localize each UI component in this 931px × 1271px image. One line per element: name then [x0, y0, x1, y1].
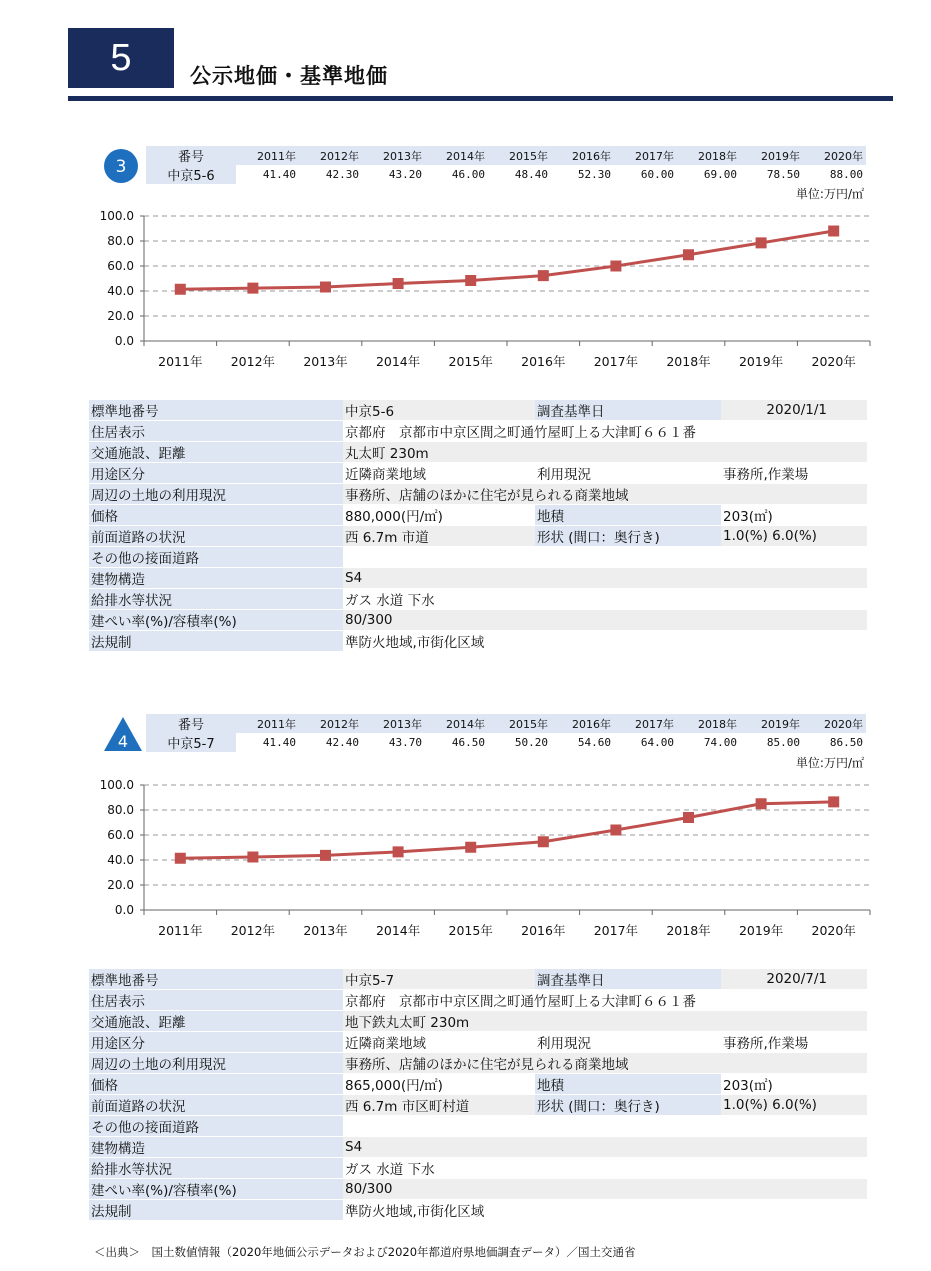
x-tick-label: 2019年 — [738, 354, 784, 369]
badge-number: 3 — [115, 157, 127, 177]
info-value: 中京5-7 — [343, 969, 535, 989]
year-cell: 2013年 — [362, 146, 425, 165]
y-tick-label: 40.0 — [107, 853, 134, 867]
x-tick-label: 2019年 — [738, 923, 784, 938]
info-key: 給排水等状況 — [89, 589, 343, 609]
y-tick-label: 80.0 — [107, 803, 134, 817]
badge-circle-icon — [103, 148, 139, 184]
data-point — [247, 852, 258, 863]
x-tick-label: 2011年 — [158, 354, 203, 369]
badge-number: 4 — [117, 732, 129, 751]
x-tick-label: 2020年 — [811, 354, 856, 369]
info-value: 80/300 — [343, 610, 867, 630]
section-number: 5 — [110, 36, 132, 79]
x-tick-label: 2015年 — [448, 354, 493, 369]
price-table-header-row — [146, 714, 866, 733]
x-tick-label: 2013年 — [303, 354, 348, 369]
value-cell: 48.40 — [514, 168, 548, 181]
year-cell: 2011年 — [236, 714, 299, 733]
info-value: 近隣商業地域 — [343, 1032, 535, 1052]
info-key: 周辺の土地の利用現況 — [89, 1053, 343, 1073]
info-row — [89, 505, 867, 525]
data-point — [828, 796, 839, 807]
year-cell: 2012年 — [299, 146, 362, 165]
x-tick-label: 2018年 — [666, 354, 711, 369]
value-cell: 78.50 — [766, 168, 800, 181]
section-number-box — [68, 28, 174, 88]
info-value: S4 — [343, 1137, 867, 1157]
info-row — [89, 526, 867, 546]
value-cell: 86.50 — [829, 736, 863, 749]
info-row — [89, 1137, 867, 1157]
data-point — [610, 825, 621, 836]
value-cell: 64.00 — [640, 736, 674, 749]
info-key: 標準地番号 — [89, 400, 343, 420]
value-cell: 46.50 — [451, 736, 485, 749]
price-table-label-header: 番号 — [146, 714, 236, 733]
x-tick-label: 2011年 — [158, 923, 203, 938]
info-key: 用途区分 — [89, 463, 343, 483]
header-rule — [68, 96, 893, 101]
info-key: 調査基準日 — [535, 969, 721, 989]
year-cell: 2014年 — [425, 146, 488, 165]
info-value: 事務所、店舗のほかに住宅が見られる商業地域 — [343, 484, 867, 504]
info-key: 法規制 — [89, 631, 343, 651]
data-point — [320, 850, 331, 861]
year-cell: 2020年 — [803, 714, 866, 733]
info-key: 住居表示 — [89, 990, 343, 1010]
year-cell: 2017年 — [614, 714, 677, 733]
info-value: 203(㎡) — [721, 505, 867, 525]
info-key: 形状 (間口：奥行き) — [535, 1095, 721, 1115]
info-row — [89, 463, 867, 483]
year-cell: 2019年 — [740, 714, 803, 733]
data-point — [756, 798, 767, 809]
info-value: 丸太町 230m — [343, 442, 867, 462]
value-cell: 42.40 — [325, 736, 359, 749]
info-key: 交通施設、距離 — [89, 442, 343, 462]
value-cell: 43.70 — [388, 736, 422, 749]
info-value: 1.0(%) 6.0(%) — [721, 1095, 867, 1115]
year-cell: 2018年 — [677, 714, 740, 733]
year-cell: 2017年 — [614, 146, 677, 165]
x-tick-label: 2017年 — [593, 354, 639, 369]
info-key: 前面道路の状況 — [89, 1095, 343, 1115]
price-table-value-row — [146, 733, 866, 752]
y-tick-label: 20.0 — [107, 878, 134, 892]
info-row — [89, 547, 867, 567]
info-key: 形状 (間口：奥行き) — [535, 526, 721, 546]
info-row — [89, 568, 867, 588]
info-key: 前面道路の状況 — [89, 526, 343, 546]
data-point — [465, 275, 476, 286]
info-value: 準防火地域,市街化区域 — [343, 1200, 867, 1220]
site-info-table — [89, 968, 867, 1221]
info-key: 住居表示 — [89, 421, 343, 441]
value-cell: 42.30 — [325, 168, 359, 181]
info-key: 建ぺい率(%)/容積率(%) — [89, 1179, 343, 1199]
x-tick-label: 2014年 — [375, 923, 421, 938]
price-line-chart — [88, 206, 878, 378]
info-key: 価格 — [89, 505, 343, 525]
info-value: 地下鉄丸太町 230m — [343, 1011, 867, 1031]
y-tick-label: 60.0 — [107, 828, 134, 842]
info-row — [89, 610, 867, 630]
info-value: 事務所,作業場 — [721, 1032, 867, 1052]
x-tick-label: 2020年 — [811, 923, 856, 938]
info-row — [89, 1011, 867, 1031]
value-cell: 60.00 — [640, 168, 674, 181]
info-row — [89, 1032, 867, 1052]
info-value: 近隣商業地域 — [343, 463, 535, 483]
site-code: 中京5-7 — [146, 733, 236, 752]
info-value: 880,000(円/㎡) — [343, 505, 535, 525]
info-key: 調査基準日 — [535, 400, 721, 420]
info-row — [89, 1053, 867, 1073]
y-tick-label: 100.0 — [99, 778, 134, 792]
x-tick-label: 2013年 — [303, 923, 348, 938]
y-tick-label: 20.0 — [107, 309, 134, 323]
info-value: 西 6.7m 市道 — [343, 526, 535, 546]
year-cell: 2015年 — [488, 146, 551, 165]
year-cell: 2015年 — [488, 714, 551, 733]
site-code: 中京5-6 — [146, 165, 236, 184]
info-row — [89, 631, 867, 651]
info-value: 事務所、店舗のほかに住宅が見られる商業地域 — [343, 1053, 867, 1073]
unit-label: 単位:万円/㎡ — [795, 756, 864, 770]
price-table-header-row — [146, 146, 866, 165]
info-key: 利用現況 — [535, 463, 721, 483]
x-tick-label: 2012年 — [230, 354, 276, 369]
info-key: 用途区分 — [89, 1032, 343, 1052]
y-tick-label: 40.0 — [107, 284, 134, 298]
price-line-chart — [88, 775, 878, 947]
info-row — [89, 1158, 867, 1178]
data-point — [756, 237, 767, 248]
data-point — [610, 261, 621, 272]
info-value: 203(㎡) — [721, 1074, 867, 1094]
info-key: 建物構造 — [89, 1137, 343, 1157]
info-key: 利用現況 — [535, 1032, 721, 1052]
series-line — [180, 231, 833, 289]
info-key: 価格 — [89, 1074, 343, 1094]
info-value — [343, 547, 867, 567]
price-table — [146, 714, 866, 752]
info-row — [89, 969, 867, 989]
value-cell: 41.40 — [262, 168, 296, 181]
x-tick-label: 2018年 — [666, 923, 711, 938]
info-value: ガス 水道 下水 — [343, 589, 867, 609]
info-key: 建物構造 — [89, 568, 343, 588]
year-cell: 2016年 — [551, 714, 614, 733]
info-value: 80/300 — [343, 1179, 867, 1199]
info-value: S4 — [343, 568, 867, 588]
x-tick-label: 2015年 — [448, 923, 493, 938]
info-row — [89, 1200, 867, 1220]
data-point — [320, 282, 331, 293]
info-key: 法規制 — [89, 1200, 343, 1220]
x-tick-label: 2016年 — [521, 354, 566, 369]
info-key: 給排水等状況 — [89, 1158, 343, 1178]
year-cell: 2011年 — [236, 146, 299, 165]
data-point — [393, 846, 404, 857]
value-cell: 85.00 — [766, 736, 800, 749]
info-value: 865,000(円/㎡) — [343, 1074, 535, 1094]
info-key: 建ぺい率(%)/容積率(%) — [89, 610, 343, 630]
section-title: 公示地価・基準地価 — [190, 64, 388, 88]
info-row — [89, 1095, 867, 1115]
price-table-label-header: 番号 — [146, 146, 236, 165]
info-key: 地積 — [535, 505, 721, 525]
info-value: 1.0(%) 6.0(%) — [721, 526, 867, 546]
value-cell: 52.30 — [577, 168, 611, 181]
data-point — [538, 270, 549, 281]
value-cell: 43.20 — [388, 168, 422, 181]
info-value: 中京5-6 — [343, 400, 535, 420]
y-tick-label: 80.0 — [107, 234, 134, 248]
year-cell: 2020年 — [803, 146, 866, 165]
info-value: ガス 水道 下水 — [343, 1158, 867, 1178]
x-tick-label: 2012年 — [230, 923, 276, 938]
value-cell: 41.40 — [262, 736, 296, 749]
year-cell: 2013年 — [362, 714, 425, 733]
y-tick-label: 60.0 — [107, 259, 134, 273]
year-cell: 2019年 — [740, 146, 803, 165]
data-point — [683, 249, 694, 260]
year-cell: 2016年 — [551, 146, 614, 165]
x-tick-label: 2017年 — [593, 923, 639, 938]
data-point — [538, 836, 549, 847]
value-cell: 54.60 — [577, 736, 611, 749]
data-point — [828, 226, 839, 237]
value-cell: 74.00 — [703, 736, 737, 749]
y-tick-label: 100.0 — [99, 209, 134, 223]
value-cell: 69.00 — [703, 168, 737, 181]
info-row — [89, 1074, 867, 1094]
year-cell: 2014年 — [425, 714, 488, 733]
info-value — [343, 1116, 867, 1136]
info-value: 事務所,作業場 — [721, 463, 867, 483]
info-key: 周辺の土地の利用現況 — [89, 484, 343, 504]
data-point — [465, 842, 476, 853]
x-tick-label: 2014年 — [375, 354, 421, 369]
info-value: 準防火地域,市街化区域 — [343, 631, 867, 651]
data-point — [683, 812, 694, 823]
info-value: 西 6.7m 市区町村道 — [343, 1095, 535, 1115]
info-value: 2020/1/1 — [721, 400, 867, 420]
info-key: 地積 — [535, 1074, 721, 1094]
info-row — [89, 1179, 867, 1199]
year-cell: 2012年 — [299, 714, 362, 733]
info-row — [89, 484, 867, 504]
source-footer: ＜出典＞ 国土数値情報（2020年地価公示データおよび2020年都道府県地価調査データ）／国土交通省 — [94, 1245, 636, 1259]
info-value: 京都府 京都市中京区間之町通竹屋町上る大津町６６１番 — [343, 990, 867, 1010]
info-row — [89, 400, 867, 420]
data-point — [393, 278, 404, 289]
info-row — [89, 589, 867, 609]
info-value: 京都府 京都市中京区間之町通竹屋町上る大津町６６１番 — [343, 421, 867, 441]
info-row — [89, 421, 867, 441]
x-tick-label: 2016年 — [521, 923, 566, 938]
info-row — [89, 442, 867, 462]
price-table-value-row — [146, 165, 866, 184]
info-key: 交通施設、距離 — [89, 1011, 343, 1031]
value-cell: 50.20 — [514, 736, 548, 749]
y-tick-label: 0.0 — [114, 334, 134, 348]
info-row — [89, 990, 867, 1010]
site-info-table — [89, 399, 867, 652]
data-point — [175, 853, 186, 864]
info-value: 2020/7/1 — [721, 969, 867, 989]
info-key: その他の接面道路 — [89, 1116, 343, 1136]
info-key: 標準地番号 — [89, 969, 343, 989]
data-point — [175, 284, 186, 295]
price-table — [146, 146, 866, 184]
value-cell: 88.00 — [829, 168, 863, 181]
value-cell: 46.00 — [451, 168, 485, 181]
info-key: その他の接面道路 — [89, 547, 343, 567]
info-row — [89, 1116, 867, 1136]
y-tick-label: 0.0 — [114, 903, 134, 917]
unit-label: 単位:万円/㎡ — [795, 187, 864, 201]
badge-triangle-icon — [103, 716, 143, 752]
data-point — [247, 283, 258, 294]
year-cell: 2018年 — [677, 146, 740, 165]
